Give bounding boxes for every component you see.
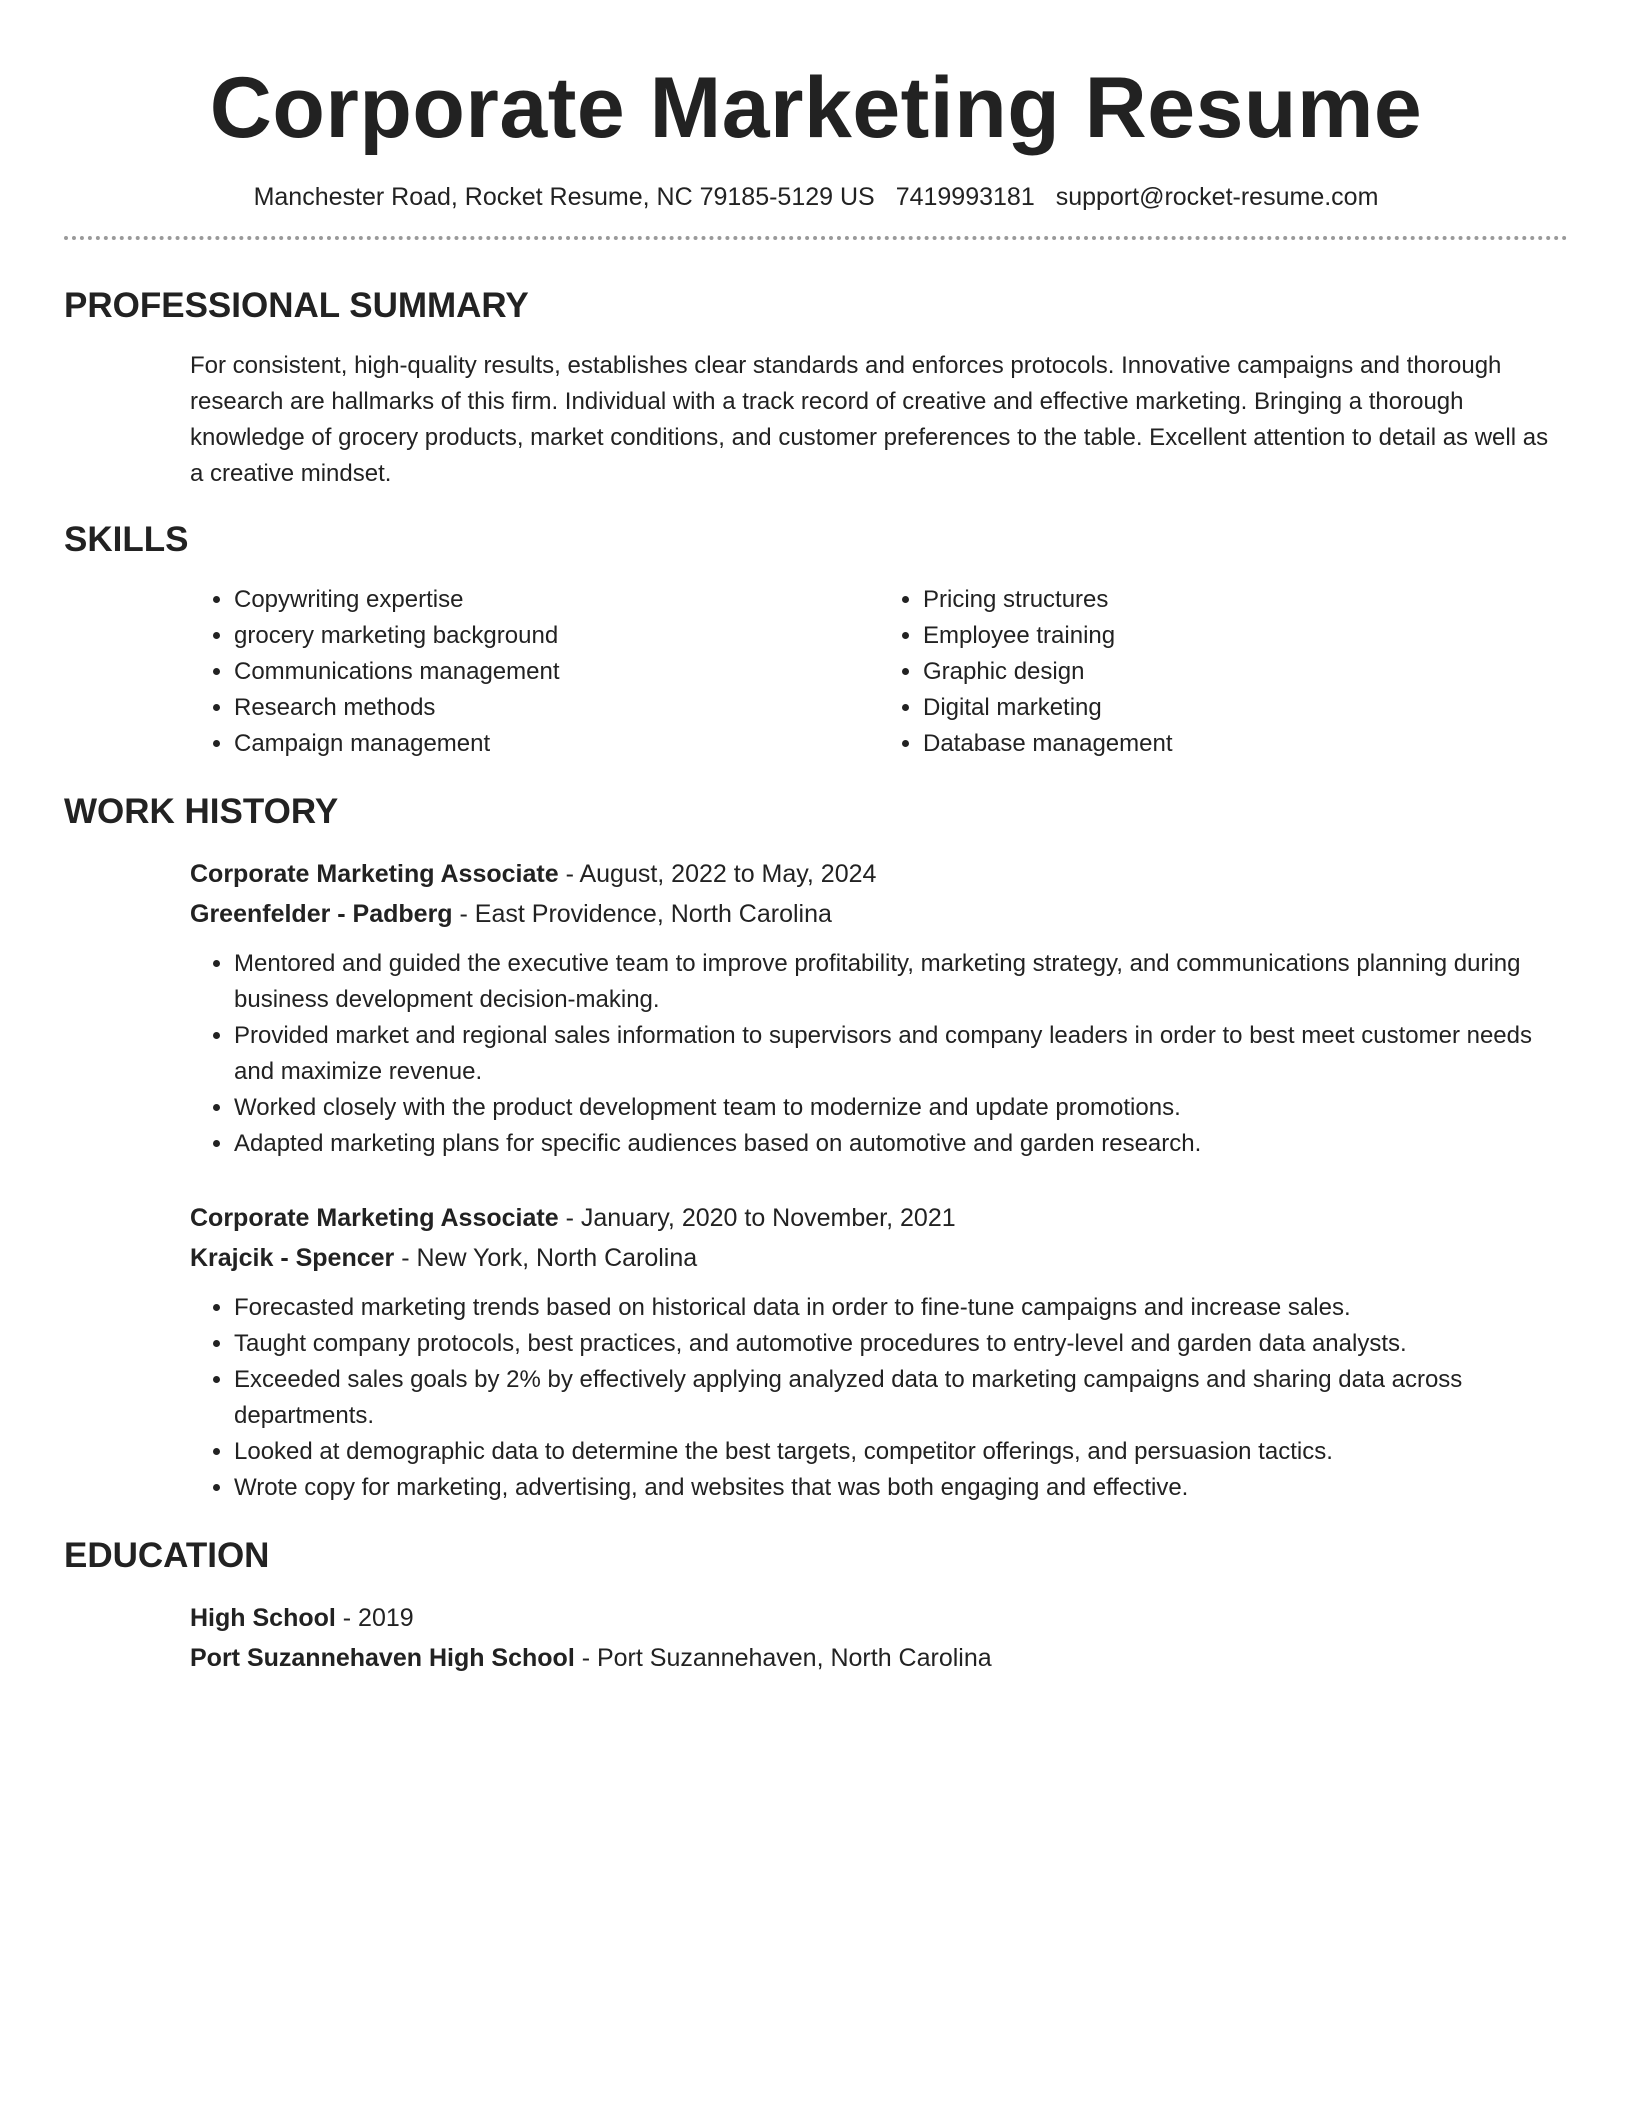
job-entry [190, 854, 1568, 1162]
job-location: - East Providence, North Carolina [452, 900, 832, 928]
summary-heading: PROFESSIONAL SUMMARY [64, 286, 529, 325]
job-entry [190, 1198, 1568, 1506]
responsibility-item: • Taught company protocols, best practices, and automotive procedures to entry-level and garden data analysts. [234, 1326, 1574, 1362]
skills-column-left [190, 582, 879, 762]
skill-item: • Database management [923, 726, 1568, 762]
education-heading: EDUCATION [64, 1536, 270, 1575]
skill-item: • Graphic design [923, 654, 1568, 690]
contact-phone: 7419993181 [895, 183, 1035, 211]
responsibility-item: • Exceeded sales goals by 2% by effectively applying analyzed data to marketing campaigns and sharing data across departments. [234, 1362, 1574, 1434]
responsibility-item: • Mentored and guided the executive team to improve profitability, marketing strategy, and communications planning during business development decision-making. [234, 946, 1574, 1018]
job-responsibilities [190, 1290, 1574, 1506]
education-school-line [190, 1638, 1568, 1678]
job-responsibilities [190, 946, 1574, 1162]
skill-item: • Campaign management [234, 726, 879, 762]
education-location: - Port Suzannehaven, North Carolina [574, 1644, 992, 1672]
responsibility-item: • Adapted marketing plans for specific audiences based on automotive and garden research. [234, 1126, 1574, 1162]
job-dates: - January, 2020 to November, 2021 [558, 1204, 956, 1232]
responsibility-item: • Worked closely with the product development team to modernize and update promotions. [234, 1090, 1574, 1126]
contact-address: Manchester Road, Rocket Resume, NC 79185-5129 US [253, 183, 875, 211]
education-degree-line [190, 1598, 1568, 1638]
education-year: - 2019 [335, 1604, 414, 1632]
skill-item: • Pricing structures [923, 582, 1568, 618]
job-title-line [190, 1198, 1568, 1238]
contact-email: support@rocket-resume.com [1055, 183, 1379, 211]
work-history-heading: WORK HISTORY [64, 792, 339, 831]
responsibility-item: • Looked at demographic data to determine the best targets, competitor offerings, and persuasion tactics. [234, 1434, 1574, 1470]
education-degree: High School [190, 1604, 336, 1632]
skill-item: • Research methods [234, 690, 879, 726]
job-company: Greenfelder - Padberg [190, 900, 453, 928]
skills-column-right [879, 582, 1568, 762]
skill-item: • Employee training [923, 618, 1568, 654]
education-school: Port Suzannehaven High School [190, 1644, 575, 1672]
job-role: Corporate Marketing Associate [190, 860, 559, 888]
resume-title: Corporate Marketing Resume [209, 60, 1423, 156]
job-company: Krajcik - Spencer [190, 1244, 395, 1272]
job-company-line [190, 894, 1568, 934]
skill-item: • grocery marketing background [234, 618, 879, 654]
job-location: - New York, North Carolina [394, 1244, 698, 1272]
summary-text: For consistent, high-quality results, establishes clear standards and enforces protocols. Innovative campaigns and thorough research are hallmarks of this firm. Individual with a track record of creative and effective marketing. Bringing a thorough knowledge of grocery products, market conditions, and customer preferences to the table. Excellent attention to detail as well as a creative mindset. [190, 352, 1549, 487]
job-dates: - August, 2022 to May, 2024 [558, 860, 877, 888]
resume-page [64, 0, 1568, 1678]
responsibility-item: • Forecasted marketing trends based on historical data in order to fine-tune campaigns and increase sales. [234, 1290, 1574, 1326]
skill-item: • Copywriting expertise [234, 582, 879, 618]
responsibility-item: • Provided market and regional sales information to supervisors and company leaders in order to best meet customer needs and maximize revenue. [234, 1018, 1574, 1090]
header-divider [64, 236, 1568, 240]
responsibility-item: • Wrote copy for marketing, advertising, and websites that was both engaging and effective. [234, 1470, 1574, 1506]
education-entry [190, 1598, 1568, 1678]
skills-list [190, 582, 1568, 762]
job-role: Corporate Marketing Associate [190, 1204, 559, 1232]
job-title-line [190, 854, 1568, 894]
skill-item: • Communications management [234, 654, 879, 690]
skills-heading: SKILLS [64, 520, 189, 559]
skill-item: • Digital marketing [923, 690, 1568, 726]
job-company-line [190, 1238, 1568, 1278]
contact-line [64, 180, 1568, 214]
